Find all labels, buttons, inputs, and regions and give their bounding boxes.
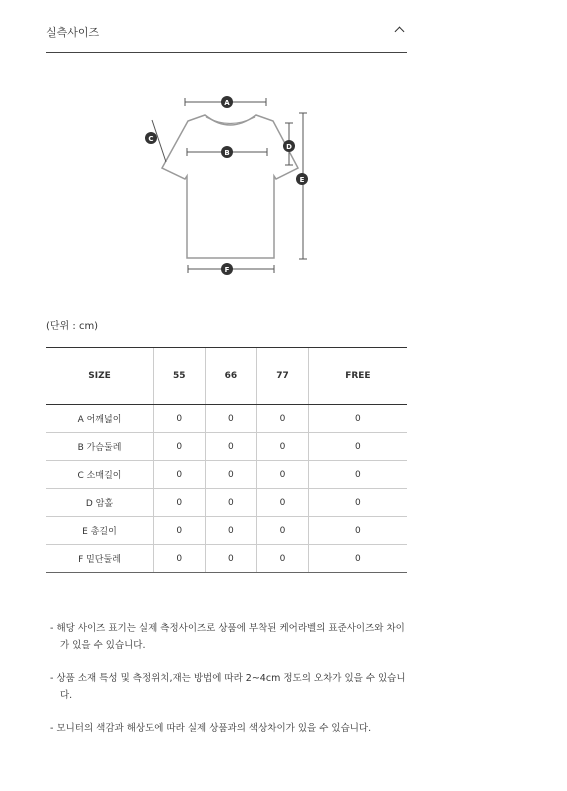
header-size: SIZE <box>46 348 154 405</box>
row-label: E 총길이 <box>46 517 154 545</box>
marker-e-label: E <box>299 176 305 184</box>
size-section-header[interactable] <box>46 16 407 53</box>
row-label: F 밑단둘레 <box>46 545 154 573</box>
table-cell: 0 <box>308 405 407 433</box>
tshirt-measurement-diagram <box>140 90 320 285</box>
marker-f-label: F <box>224 266 230 274</box>
table-cell: 0 <box>257 489 309 517</box>
table-cell: 0 <box>205 489 257 517</box>
table-cell: 0 <box>257 461 309 489</box>
tshirt-outline <box>162 115 298 258</box>
header-free: FREE <box>308 348 407 405</box>
marker-d-label: D <box>286 143 292 151</box>
marker-a-label: A <box>224 99 230 107</box>
row-label: B 가슴둘레 <box>46 433 154 461</box>
table-row <box>46 517 407 545</box>
table-cell: 0 <box>205 545 257 573</box>
table-cell: 0 <box>205 461 257 489</box>
table-cell: 0 <box>308 461 407 489</box>
table-cell: 0 <box>257 545 309 573</box>
size-notes <box>50 620 410 753</box>
note-item: - 상품 소재 특성 및 측정위치,재는 방법에 따라 2~4cm 정도의 오차가 있을 수 있습니다. <box>50 673 406 701</box>
marker-b-label: B <box>224 149 230 157</box>
row-label: A 어깨넓이 <box>46 405 154 433</box>
table-cell: 0 <box>257 405 309 433</box>
table-cell: 0 <box>205 433 257 461</box>
table-row <box>46 405 407 433</box>
table-cell: 0 <box>308 517 407 545</box>
table-cell: 0 <box>154 489 206 517</box>
table-header-row <box>46 348 407 405</box>
header-77: 77 <box>257 348 309 405</box>
table-row <box>46 545 407 573</box>
section-title: 실측사이즈 <box>46 26 100 39</box>
table-cell: 0 <box>205 517 257 545</box>
table-row <box>46 461 407 489</box>
table-cell: 0 <box>308 489 407 517</box>
size-table <box>46 347 407 573</box>
table-cell: 0 <box>205 405 257 433</box>
header-55: 55 <box>154 348 206 405</box>
tshirt-collar <box>206 117 255 124</box>
marker-c-label: C <box>148 135 154 143</box>
unit-label: (단위 : cm) <box>46 321 99 332</box>
table-cell: 0 <box>308 433 407 461</box>
note-item: - 해당 사이즈 표기는 실제 측정사이즈로 상품에 부착된 케어라벨의 표준사이즈와 차이가 있을 수 있습니다. <box>50 623 405 651</box>
table-cell: 0 <box>257 517 309 545</box>
table-cell: 0 <box>308 545 407 573</box>
table-cell: 0 <box>154 461 206 489</box>
table-cell: 0 <box>154 517 206 545</box>
table-cell: 0 <box>154 433 206 461</box>
chevron-up-icon[interactable] <box>395 27 405 37</box>
note-item: - 모니터의 색감과 해상도에 따라 실제 상품과의 색상차이가 있을 수 있습니다. <box>50 723 372 734</box>
table-cell: 0 <box>257 433 309 461</box>
table-cell: 0 <box>154 545 206 573</box>
row-label: D 암홀 <box>46 489 154 517</box>
header-66: 66 <box>205 348 257 405</box>
table-cell: 0 <box>154 405 206 433</box>
row-label: C 소매길이 <box>46 461 154 489</box>
table-row <box>46 489 407 517</box>
table-row <box>46 433 407 461</box>
